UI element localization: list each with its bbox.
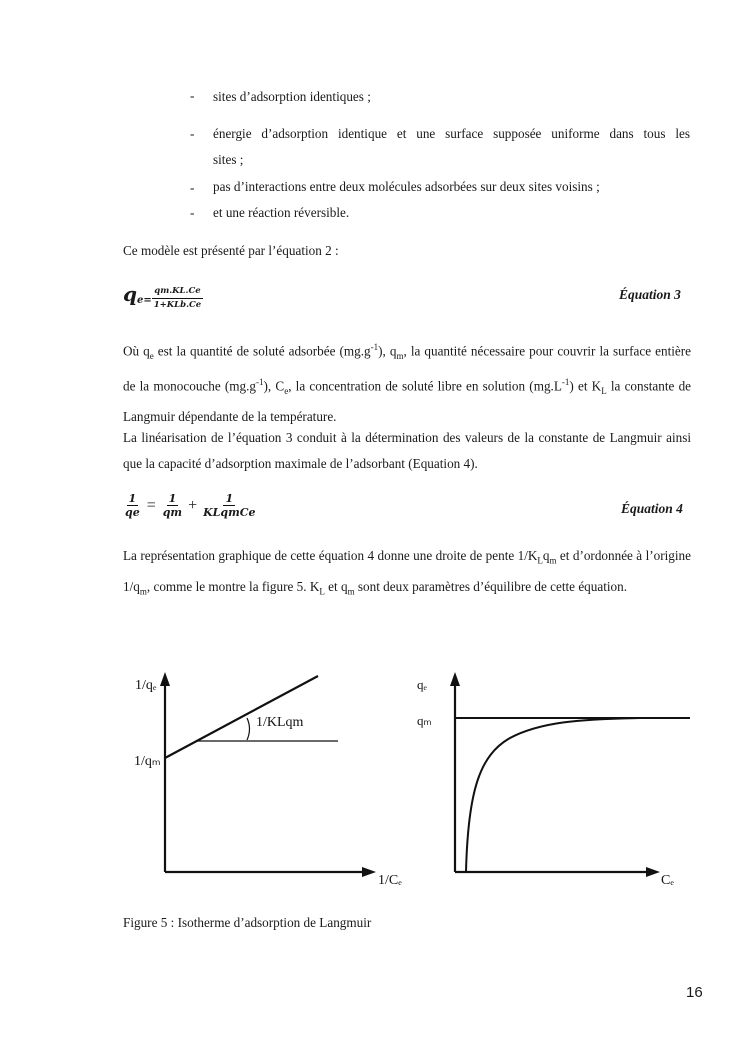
right-x-arrow (646, 867, 660, 877)
left-y-arrow (160, 672, 170, 686)
bullet-dash: - (190, 126, 195, 141)
text-run: m (347, 586, 355, 597)
eq4-term2-den: KLqmCe (203, 506, 256, 519)
text-run: et q (324, 578, 348, 594)
bullet-item: pas d’interactions entre deux molécules adsorbées sur deux sites voisins ; (213, 179, 600, 194)
eq3-denominator: 1+KLb.Ce (153, 300, 202, 310)
bullet-line: sites ; (213, 152, 244, 167)
right-y-label: qₑ (417, 677, 427, 692)
text-run: e (149, 351, 154, 362)
eq4-term1-den: qm (162, 506, 183, 519)
left-y-label: 1/qₑ (135, 678, 157, 693)
slope-label: 1/KLqm (256, 715, 304, 730)
text-run: q (542, 548, 550, 563)
eq3-lhs: q (123, 282, 137, 306)
linear-plot (134, 672, 402, 888)
right-y-arrow (450, 672, 460, 686)
text-run: ), q (378, 343, 397, 359)
text-run: sont deux paramètres d’équilibre de cette équation. (354, 578, 628, 594)
text-run: La représentation graphique de cette équation 4 donne une droite de pente 1/K (123, 548, 538, 563)
text-run: L (601, 386, 607, 397)
plateau-label: qₘ (417, 713, 432, 728)
text-run: ), C (263, 378, 285, 394)
eq4-term1-num: 1 (168, 492, 177, 505)
equation-4-label: Équation 4 (621, 501, 683, 516)
text-run: et d’ordonnée à l’origine 1/q (123, 548, 691, 594)
text-run: ) et K (569, 378, 602, 394)
slope-angle-arc (247, 718, 250, 740)
text-run: m (139, 586, 147, 597)
eq4-term2-num: 1 (225, 492, 234, 505)
figure-caption: Figure 5 : Isotherme d’adsorption de Langmuir (123, 915, 372, 930)
text-run: e (284, 386, 289, 397)
left-x-arrow (362, 867, 376, 877)
text-run: , la concentration de soluté libre en solution (mg.L (288, 378, 562, 394)
text-run: , comme le montre la figure 5. K (146, 578, 320, 594)
eq4-plus: + (188, 496, 198, 514)
text-run: -1 (256, 377, 264, 388)
bullet-dash: - (190, 205, 195, 220)
left-x-label: 1/Cₑ (378, 873, 402, 888)
eq4-lhs-num: 1 (128, 492, 137, 505)
linearisation-paragraph: La linéarisation de l’équation 3 conduit à la détermination des valeurs de la constante de Langmuir ainsi que la capacité d’adsorption maximale de l’adsorbant (Equation 4). (123, 430, 691, 471)
text-run: L (319, 586, 325, 597)
isotherm-curve (466, 718, 640, 872)
eq4-lhs-den: qe (125, 506, 140, 519)
text-run: la constante de Langmuir dépendante de la température. (123, 378, 692, 425)
bullet-dash: - (190, 180, 195, 195)
bullet-item: et une réaction réversible. (213, 205, 350, 220)
intro-paragraph: Ce modèle est présenté par l’équation 2 : (123, 243, 339, 258)
text-run: m (396, 351, 404, 362)
equation-3-label: Équation 3 (619, 287, 681, 302)
isotherm-plot (417, 672, 690, 888)
bullet-item: sites d’adsorption identiques ; (213, 89, 371, 104)
text-run: -1 (561, 377, 570, 388)
text-run: L (537, 555, 543, 566)
text-run: m (549, 555, 557, 566)
text-run: -1 (370, 342, 379, 352)
eq4-equals: = (146, 496, 156, 514)
right-x-label: Cₑ (661, 873, 674, 888)
bullet-dash: - (190, 88, 195, 103)
text-run: , la quantité nécessaire pour couvrir la surface entière de la monocouche (mg.g (123, 343, 691, 394)
text-run: Où q (123, 343, 150, 359)
eq3-numerator: qm.KL.Ce (152, 285, 202, 299)
bullet-line: énergie d’adsorption identique et une surface supposée uniforme dans tous les (213, 126, 690, 141)
page-number: 16 (686, 984, 703, 1001)
left-intercept-label: 1/qₘ (134, 754, 161, 769)
text-run: est la quantité de soluté adsorbée (mg.g (153, 343, 371, 359)
eq3-lhs-sub: e= (136, 295, 152, 306)
